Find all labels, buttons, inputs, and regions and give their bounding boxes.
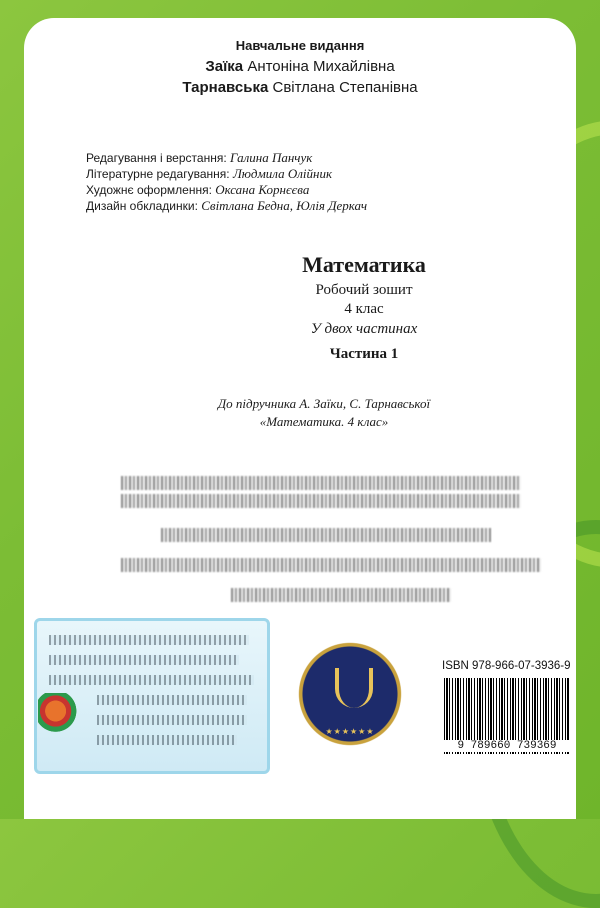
seal-emblem-icon (335, 668, 373, 708)
illegible-text (121, 476, 521, 490)
author-surname: Тарнавська (182, 79, 269, 96)
illegible-text (231, 588, 451, 602)
author-2 (24, 79, 576, 96)
volume-note: У двох частинах (310, 321, 418, 337)
illegible-text (49, 635, 249, 645)
back-cover-sheet (24, 18, 576, 819)
credit-line (86, 166, 367, 182)
illegible-text (97, 715, 247, 725)
credits-list (86, 150, 367, 214)
publisher-logo-icon (38, 693, 82, 733)
credit-names: Світлана Бедна, Юлія Деркач (201, 198, 368, 213)
book-subtitle: Робочий зошит (315, 282, 413, 298)
credit-names: Людмила Олійник (232, 166, 333, 181)
grade: 4 клас (344, 301, 384, 317)
credit-line (86, 182, 367, 198)
author-1 (24, 58, 576, 75)
credit-names: Галина Панчук (230, 150, 313, 165)
credit-role: Редагування і верстання: (86, 151, 227, 165)
isbn: ISBN 978-966-07-3936-9 (442, 660, 571, 672)
credit-role: Художнє оформлення: (86, 183, 212, 197)
credit-role: Літературне редагування: (86, 167, 230, 181)
book-title: Математика (302, 252, 426, 277)
credit-role: Дизайн обкладинки: (86, 199, 198, 213)
textbook-reference: «Математика. 4 клас» (259, 414, 389, 429)
quality-seal (286, 630, 414, 758)
author-given-name: Антоніна Михайлівна (247, 58, 395, 75)
credit-line (86, 198, 367, 214)
barcode-number: 9 789660 739369 (442, 740, 572, 752)
illegible-text (49, 675, 254, 685)
illegible-text (49, 655, 239, 665)
illegible-text (161, 528, 491, 542)
seal-stars: ★★★★★★ (325, 727, 375, 736)
textbook-reference: До підручника А. Заїки, С. Тарнавської (217, 396, 431, 411)
credit-line (86, 150, 367, 166)
illegible-text (97, 735, 237, 745)
illegible-text (97, 695, 247, 705)
author-given-name: Світлана Степанівна (272, 79, 418, 96)
part-number: Частина 1 (329, 346, 399, 362)
author-surname: Заїка (205, 58, 244, 75)
credit-names: Оксана Корнєєва (215, 182, 310, 197)
edition-type: Навчальне видання (235, 38, 365, 53)
illegible-text (121, 494, 521, 508)
illegible-text (121, 558, 541, 572)
